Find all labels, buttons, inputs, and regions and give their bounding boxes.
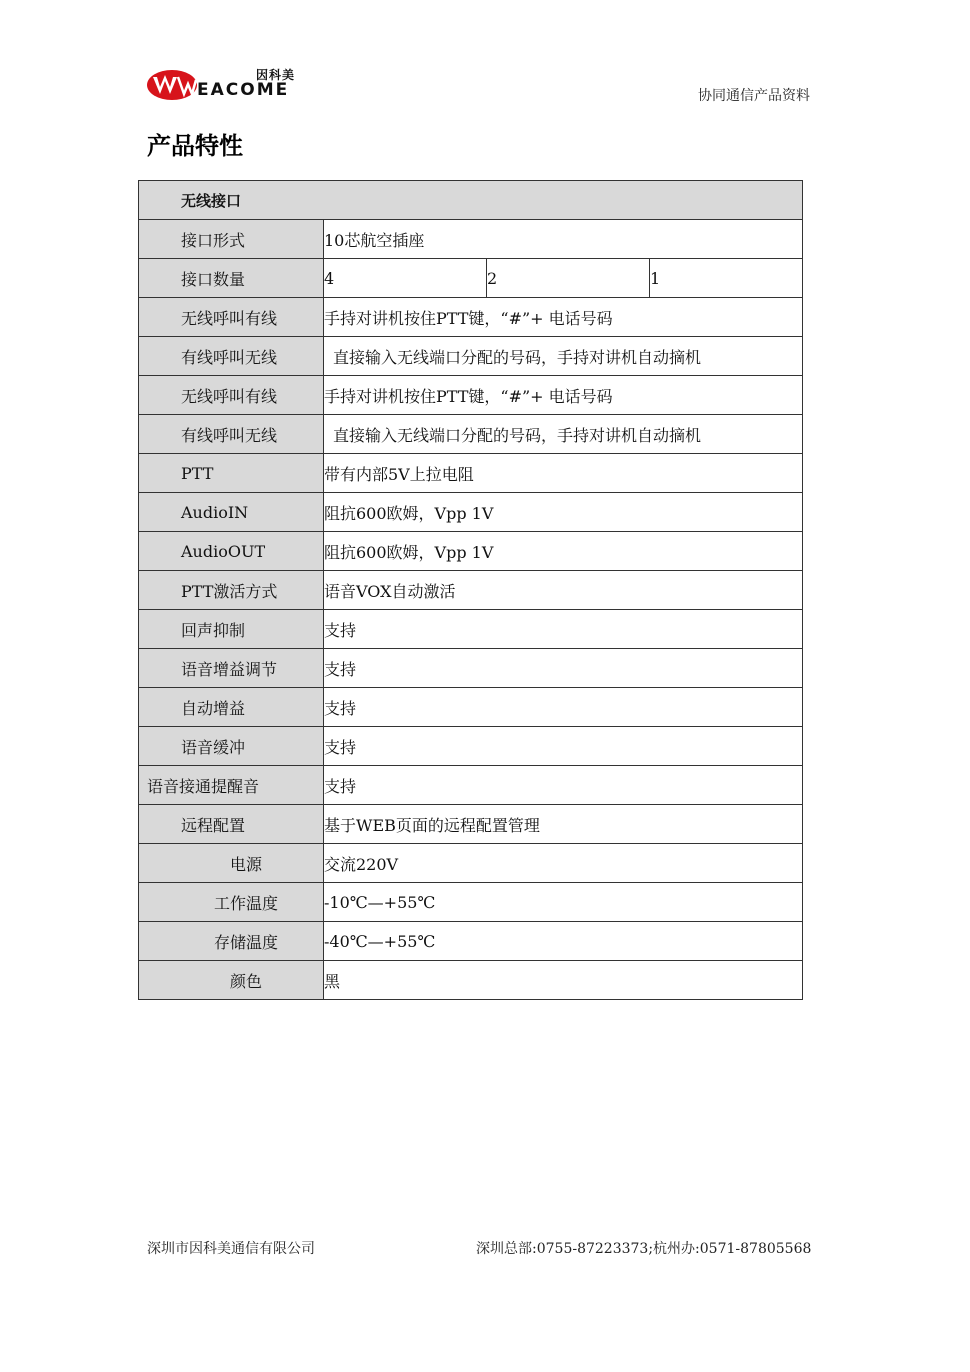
- table-row: [139, 337, 803, 376]
- row-label: 存储温度: [139, 922, 324, 961]
- table-row: [139, 844, 803, 883]
- spec-table: [138, 180, 803, 1000]
- section-title: 无线接口: [139, 181, 803, 220]
- table-row: [139, 493, 803, 532]
- logo-chinese-text: 因科美: [256, 68, 296, 82]
- row-value: 交流220V: [324, 844, 803, 883]
- row-value: 阻抗600欧姆，Vpp 1V: [324, 532, 803, 571]
- logo-mark-icon: [146, 68, 198, 102]
- table-row: [139, 454, 803, 493]
- row-value: 10芯航空插座: [324, 220, 803, 259]
- row-label: 远程配置: [139, 805, 324, 844]
- table-row: [139, 961, 803, 1000]
- row-label: 语音接通提醒音: [139, 766, 324, 805]
- row-label: 接口形式: [139, 220, 324, 259]
- row-label: 语音增益调节: [139, 649, 324, 688]
- table-row: [139, 376, 803, 415]
- row-value: 直接输入无线端口分配的号码，手持对讲机自动摘机: [324, 415, 803, 454]
- row-label: PTT: [139, 454, 324, 493]
- table-row: [139, 532, 803, 571]
- table-row: [139, 220, 803, 259]
- row-label: 电源: [139, 844, 324, 883]
- table-row: [139, 922, 803, 961]
- table-row: [139, 298, 803, 337]
- row-label: 无线呼叫有线: [139, 376, 324, 415]
- document-label: 协同通信产品资料: [698, 88, 810, 104]
- row-value: 语音VOX自动激活: [324, 571, 803, 610]
- row-value: -40℃—+55℃: [324, 922, 803, 961]
- row-label: PTT激活方式: [139, 571, 324, 610]
- table-row: [139, 649, 803, 688]
- row-label: AudioOUT: [139, 532, 324, 571]
- table-row: [139, 610, 803, 649]
- footer-contact: 深圳总部:0755-87223373;杭州办:0571-87805568: [476, 1241, 812, 1257]
- row-value: -10℃—+55℃: [324, 883, 803, 922]
- row-label: 无线呼叫有线: [139, 298, 324, 337]
- row-value: 手持对讲机按住PTT键，“#”+ 电话号码: [324, 376, 803, 415]
- row-value: 支持: [324, 649, 803, 688]
- row-label: AudioIN: [139, 493, 324, 532]
- table-row: [139, 415, 803, 454]
- row-value-count-2: 2: [487, 259, 650, 298]
- row-label: 颜色: [139, 961, 324, 1000]
- table-section-row: [139, 181, 803, 220]
- table-row: [139, 259, 803, 298]
- row-value: 支持: [324, 727, 803, 766]
- row-value: 手持对讲机按住PTT键，“#”+ 电话号码: [324, 298, 803, 337]
- row-value: 支持: [324, 610, 803, 649]
- row-value: 基于WEB页面的远程配置管理: [324, 805, 803, 844]
- table-row: [139, 766, 803, 805]
- row-value: 带有内部5V上拉电阻: [324, 454, 803, 493]
- footer-company: 深圳市因科美通信有限公司: [147, 1241, 315, 1257]
- page-title: 产品特性: [147, 132, 243, 160]
- row-value: 支持: [324, 766, 803, 805]
- table-row: [139, 571, 803, 610]
- row-value-count-3: 1: [650, 259, 803, 298]
- row-value: 黑: [324, 961, 803, 1000]
- row-label: 自动增益: [139, 688, 324, 727]
- row-value-count-1: 4: [324, 259, 487, 298]
- table-row: [139, 883, 803, 922]
- table-row: [139, 805, 803, 844]
- table-row: [139, 727, 803, 766]
- company-logo: [146, 66, 306, 106]
- row-value: 直接输入无线端口分配的号码，手持对讲机自动摘机: [324, 337, 803, 376]
- table-row: [139, 688, 803, 727]
- row-label: 有线呼叫无线: [139, 415, 324, 454]
- row-label: 接口数量: [139, 259, 324, 298]
- logo-english-text: EACOME: [197, 80, 290, 100]
- row-label: 语音缓冲: [139, 727, 324, 766]
- row-label: 回声抑制: [139, 610, 324, 649]
- row-label: 有线呼叫无线: [139, 337, 324, 376]
- row-value: 支持: [324, 688, 803, 727]
- row-label: 工作温度: [139, 883, 324, 922]
- row-value: 阻抗600欧姆，Vpp 1V: [324, 493, 803, 532]
